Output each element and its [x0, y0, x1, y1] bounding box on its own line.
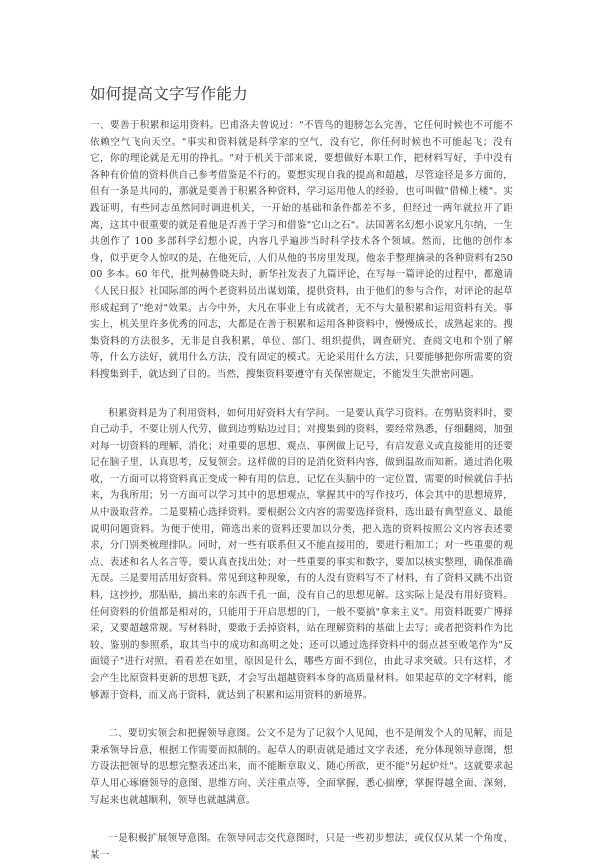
- paragraph-gap: [90, 704, 513, 726]
- paragraph-gap: [90, 809, 513, 831]
- paragraph-gap: [90, 384, 513, 406]
- paragraph-2: 积累资料是为了利用资料，如何用好资料大有学问。一是要认真学习资料。在剪贴资料时，要自己动手，不要让别人代劳，做到边剪贴边过目；对搜集到的资料，要经常熟悉，仔细翻阅，加强对每一切资料的理解、消化；对重要的思想、观点、事例做上记号，有启发意义或直接能用的还要记在脑子里，认真思考，反复领会。这样做的目的是消化资料内容，做到温故而知新。通过消化吸收，一方面可以将资料真正变成一种有用的信息，记忆在头脑中的一定位置，需要的时候就信手拈来，为我所用；另一方面可以学习其中的思想观点，掌握其中的写作技巧，体会其中的思想境界，从中汲取营养。二是要精心选择资料。要根据公文内容的需要选择资料，选出最有典型意义、最能说明问题资料。为便于使用，筛选出来的资料还要加以分类，把入选的资料按照公文内容表述要求，分门别类梳理排队。同时，对一些有联系但又不能直接用的，要进行粗加工；对一些重要的观点、表述和名人名言等，要认真查找出处；对一些重要的事实和数字，要加以核实整理，确保准确无误。三是要用活用好资料。常见到这种现象，有的人没有资料写不了材料，有了资料又跳不出资料，这抄抄，那贴贴，搞出来的东西千孔一面，没有自己的思想见解。这实际上是没有用好资料。任何资料的价值都是相对的，只能用于开启思想的门，一般不要搞"拿来主义"。用资料既要广博择采，又要超越常规。写材料时，要敢于丢掉资料，站在理解资料的基础上去写；或者把资料作为比较、鉴别的参照系，取其当中的成功和高明之处；还可以通过选择资料中的弱点甚至败笔作为"反面镜子"进行对照，看看差在如里，原因是什么，哪些方面不到位，由此寻求突破。只有这样，才会产生比原资料更新的思想飞跃，才会写出超越资料本身的高质量材料。如果起草的文字材料，能够源于资料，而又高于资料，就达到了积累和运用资料的新境界。: [90, 407, 513, 701]
- document-body: [90, 118, 513, 864]
- paragraph-4: 一是积极扩展领导意图。在领导同志交代意图时，只是一些初步想法，或仅仅从某一个角度、某一: [90, 833, 513, 861]
- paragraph-3: 二、要切实领会和把握领导意图。公文不是为了记叙个人见闻，也不是阐发个人的见解，而是秉承领导旨意，根据工作需要而拟制的。起草人的职责就是通过文字表述，充分体现领导意图，想方设法把领导的思想完整表述出来，而不能断章取义、随心所欲，更不能"另起炉灶"。这就要求起草人用心琢磨领导的意图、思维方向、关注重点等，全面掌握，悉心揣摩，掌握得越全面、深刻，写起来也就越顺利，领导也就越满意。: [90, 728, 513, 806]
- paragraph-1: 一、要善于积累和运用资料。巴甫洛夫曾说过："不管鸟的翅膀怎么完善，它任何时候也不可能不依赖空气飞向天空。"事实和资料就是科学家的空气，没有它，你任何时候也不可能起飞；没有它，你的理论就是无用的挣扎。"对于机关干部来说，要想做好本职工作，把材料写好，手中没有各种有价值的资料供自己参考借鉴是不行的。要想实现自我的提高和超越，尽管途径是多方面的，但有一条是共同的，那就是要善于积累各种资料，学习运用他人的经验，也可叫做"借梯上楼"。实践证明，有些同志虽然同时调进机关，一开始的基础和条件都差不多，但经过一两年就拉开了距离，这其中很重要的就是看他是否善于学习和借鉴"它山之石"。法国著名幻想小说家凡尔纳，一生共创作了 100 多部科学幻想小说，内容几乎遍涉当时科学技术各个领域。然而，比他的创作本身，似乎更令人惊叹的是，在他死后，人们从他的书房里发现，他亲手整理摘录的各种资料有25000 多本。60 年代，批判赫鲁晓夫时，新华社发表了九篇评论，在写每一篇评论的过程中，都邀请《人民日报》社国际部的两个老资料员出谋划策，提供资料，由于他们的参与合作，对评论的起草形成起到了"绝对"效果。古今中外，大凡在事业上有成就者，无不与大量积累和运用资料有关。事实上，机关里许多优秀的同志，大都是在善于积累和运用各种资料中，慢慢成长，成熟起来的。搜集资料的方法很多，无非是自我积累，单位、部门、组织提供，调查研究、查阅文电和个别了解等，什么方法好，就用什么方法，没有固定的模式。无论采用什么方法，只要能够把你所需要的资料搜集到手，就达到了目的。当然，搜集资料要遵守有关保密规定，不能发生失泄密问题。: [90, 120, 513, 380]
- document-title: 如何提高文字写作能力: [90, 85, 249, 103]
